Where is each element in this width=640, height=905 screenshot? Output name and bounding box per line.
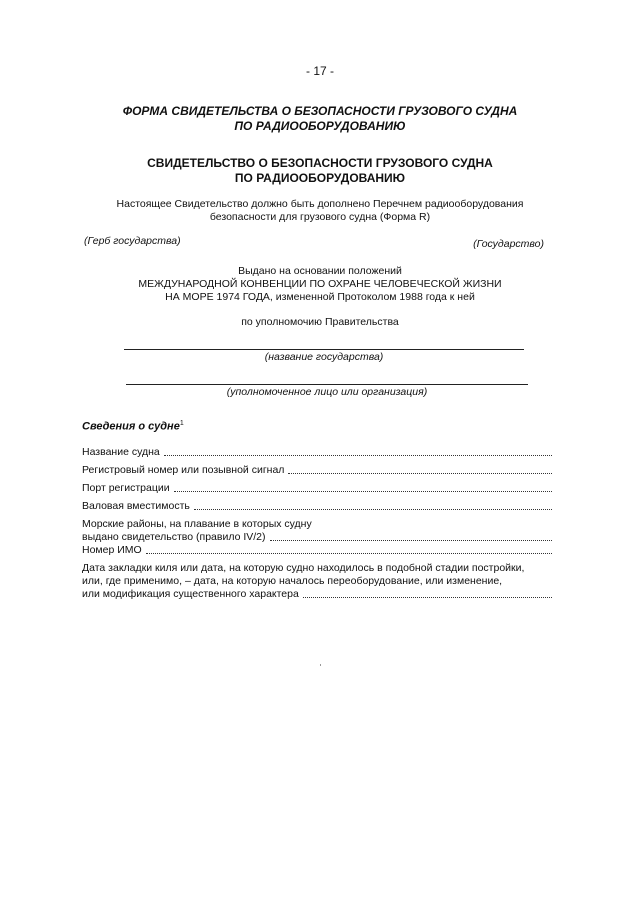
fill-line[interactable] — [146, 553, 552, 554]
field-imo[interactable] — [82, 544, 552, 557]
certificate-title — [80, 156, 560, 186]
fill-line[interactable] — [194, 509, 552, 510]
fill-line[interactable] — [288, 473, 552, 474]
scan-speck — [320, 664, 321, 666]
field-label: или модификация существенного характера — [82, 588, 299, 600]
supplement-note — [80, 198, 560, 224]
field-ship-name[interactable] — [82, 446, 552, 459]
ship-fields — [82, 446, 552, 562]
keel-line2: или, где применимо, – дата, на которую началось переоборудование, или изменение, — [82, 575, 503, 587]
certificate-title-line1: СВИДЕТЕЛЬСТВО О БЕЗОПАСНОСТИ ГРУЗОВОГО СУДНА — [147, 156, 493, 170]
field-registry[interactable] — [82, 464, 552, 477]
field-keel-date[interactable] — [82, 588, 552, 601]
issued-under — [80, 265, 560, 304]
footnote-mark: 1 — [179, 420, 184, 427]
ship-heading-text: Сведения о судне — [82, 420, 180, 433]
authority-text: по уполномочию Правительства — [241, 316, 399, 328]
field-label: выдано свидетельство (правило IV/2) — [82, 531, 266, 543]
issued-under-line3: НА МОРЕ 1974 ГОДА, измененной Протоколом 1988 года к ней — [165, 291, 475, 303]
certificate-title-line2: ПО РАДИООБОРУДОВАНИЮ — [234, 171, 406, 185]
form-title — [80, 104, 560, 134]
field-sea-areas-heading — [82, 518, 552, 531]
field-label: Номер ИМО — [82, 544, 142, 556]
issued-under-line1: Выдано на основании положений — [238, 265, 402, 277]
state-name-line[interactable] — [124, 349, 524, 350]
field-label: Морские районы, на плавание в которых судну — [82, 518, 312, 530]
supplement-note-line1: Настоящее Свидетельство должно быть дополнено Перечнем радиооборудования — [116, 198, 524, 210]
state-name-label: (название государства) — [264, 351, 384, 363]
fill-line[interactable] — [270, 540, 553, 541]
form-title-line1: ФОРМА СВИДЕТЕЛЬСТВА О БЕЗОПАСНОСТИ ГРУЗОВОГО СУДНА — [122, 104, 518, 118]
authorized-person-line[interactable] — [126, 384, 528, 385]
ship-section-heading — [82, 420, 184, 433]
fill-line[interactable] — [174, 491, 552, 492]
keel-line1: Дата закладки киля или дата, на которую судно находилось в подобной стадии постройки, — [82, 562, 525, 574]
field-label: Валовая вместимость — [82, 500, 190, 512]
supplement-note-line2: безопасности для грузового судна (Форма R) — [209, 211, 431, 223]
field-tonnage[interactable] — [82, 500, 552, 513]
issued-under-line2: МЕЖДУНАРОДНОЙ КОНВЕНЦИИ ПО ОХРАНЕ ЧЕЛОВЕЧЕСКОЙ ЖИЗНИ — [138, 278, 502, 290]
fill-line[interactable] — [164, 455, 552, 456]
keel-date-field — [82, 562, 552, 601]
state-label: (Государство) — [473, 238, 544, 250]
field-port[interactable] — [82, 482, 552, 495]
field-sea-areas[interactable] — [82, 531, 552, 544]
form-title-line2: ПО РАДИООБОРУДОВАНИЮ — [234, 119, 406, 133]
emblem-label: (Герб государства) — [84, 235, 181, 247]
field-label: Порт регистрации — [82, 482, 170, 494]
page-number: - 17 - — [305, 64, 334, 78]
field-label: Название судна — [82, 446, 160, 458]
field-label: Регистровый номер или позывной сигнал — [82, 464, 285, 476]
fill-line[interactable] — [303, 597, 552, 598]
authorized-label: (уполномоченное лицо или организация) — [226, 386, 428, 398]
